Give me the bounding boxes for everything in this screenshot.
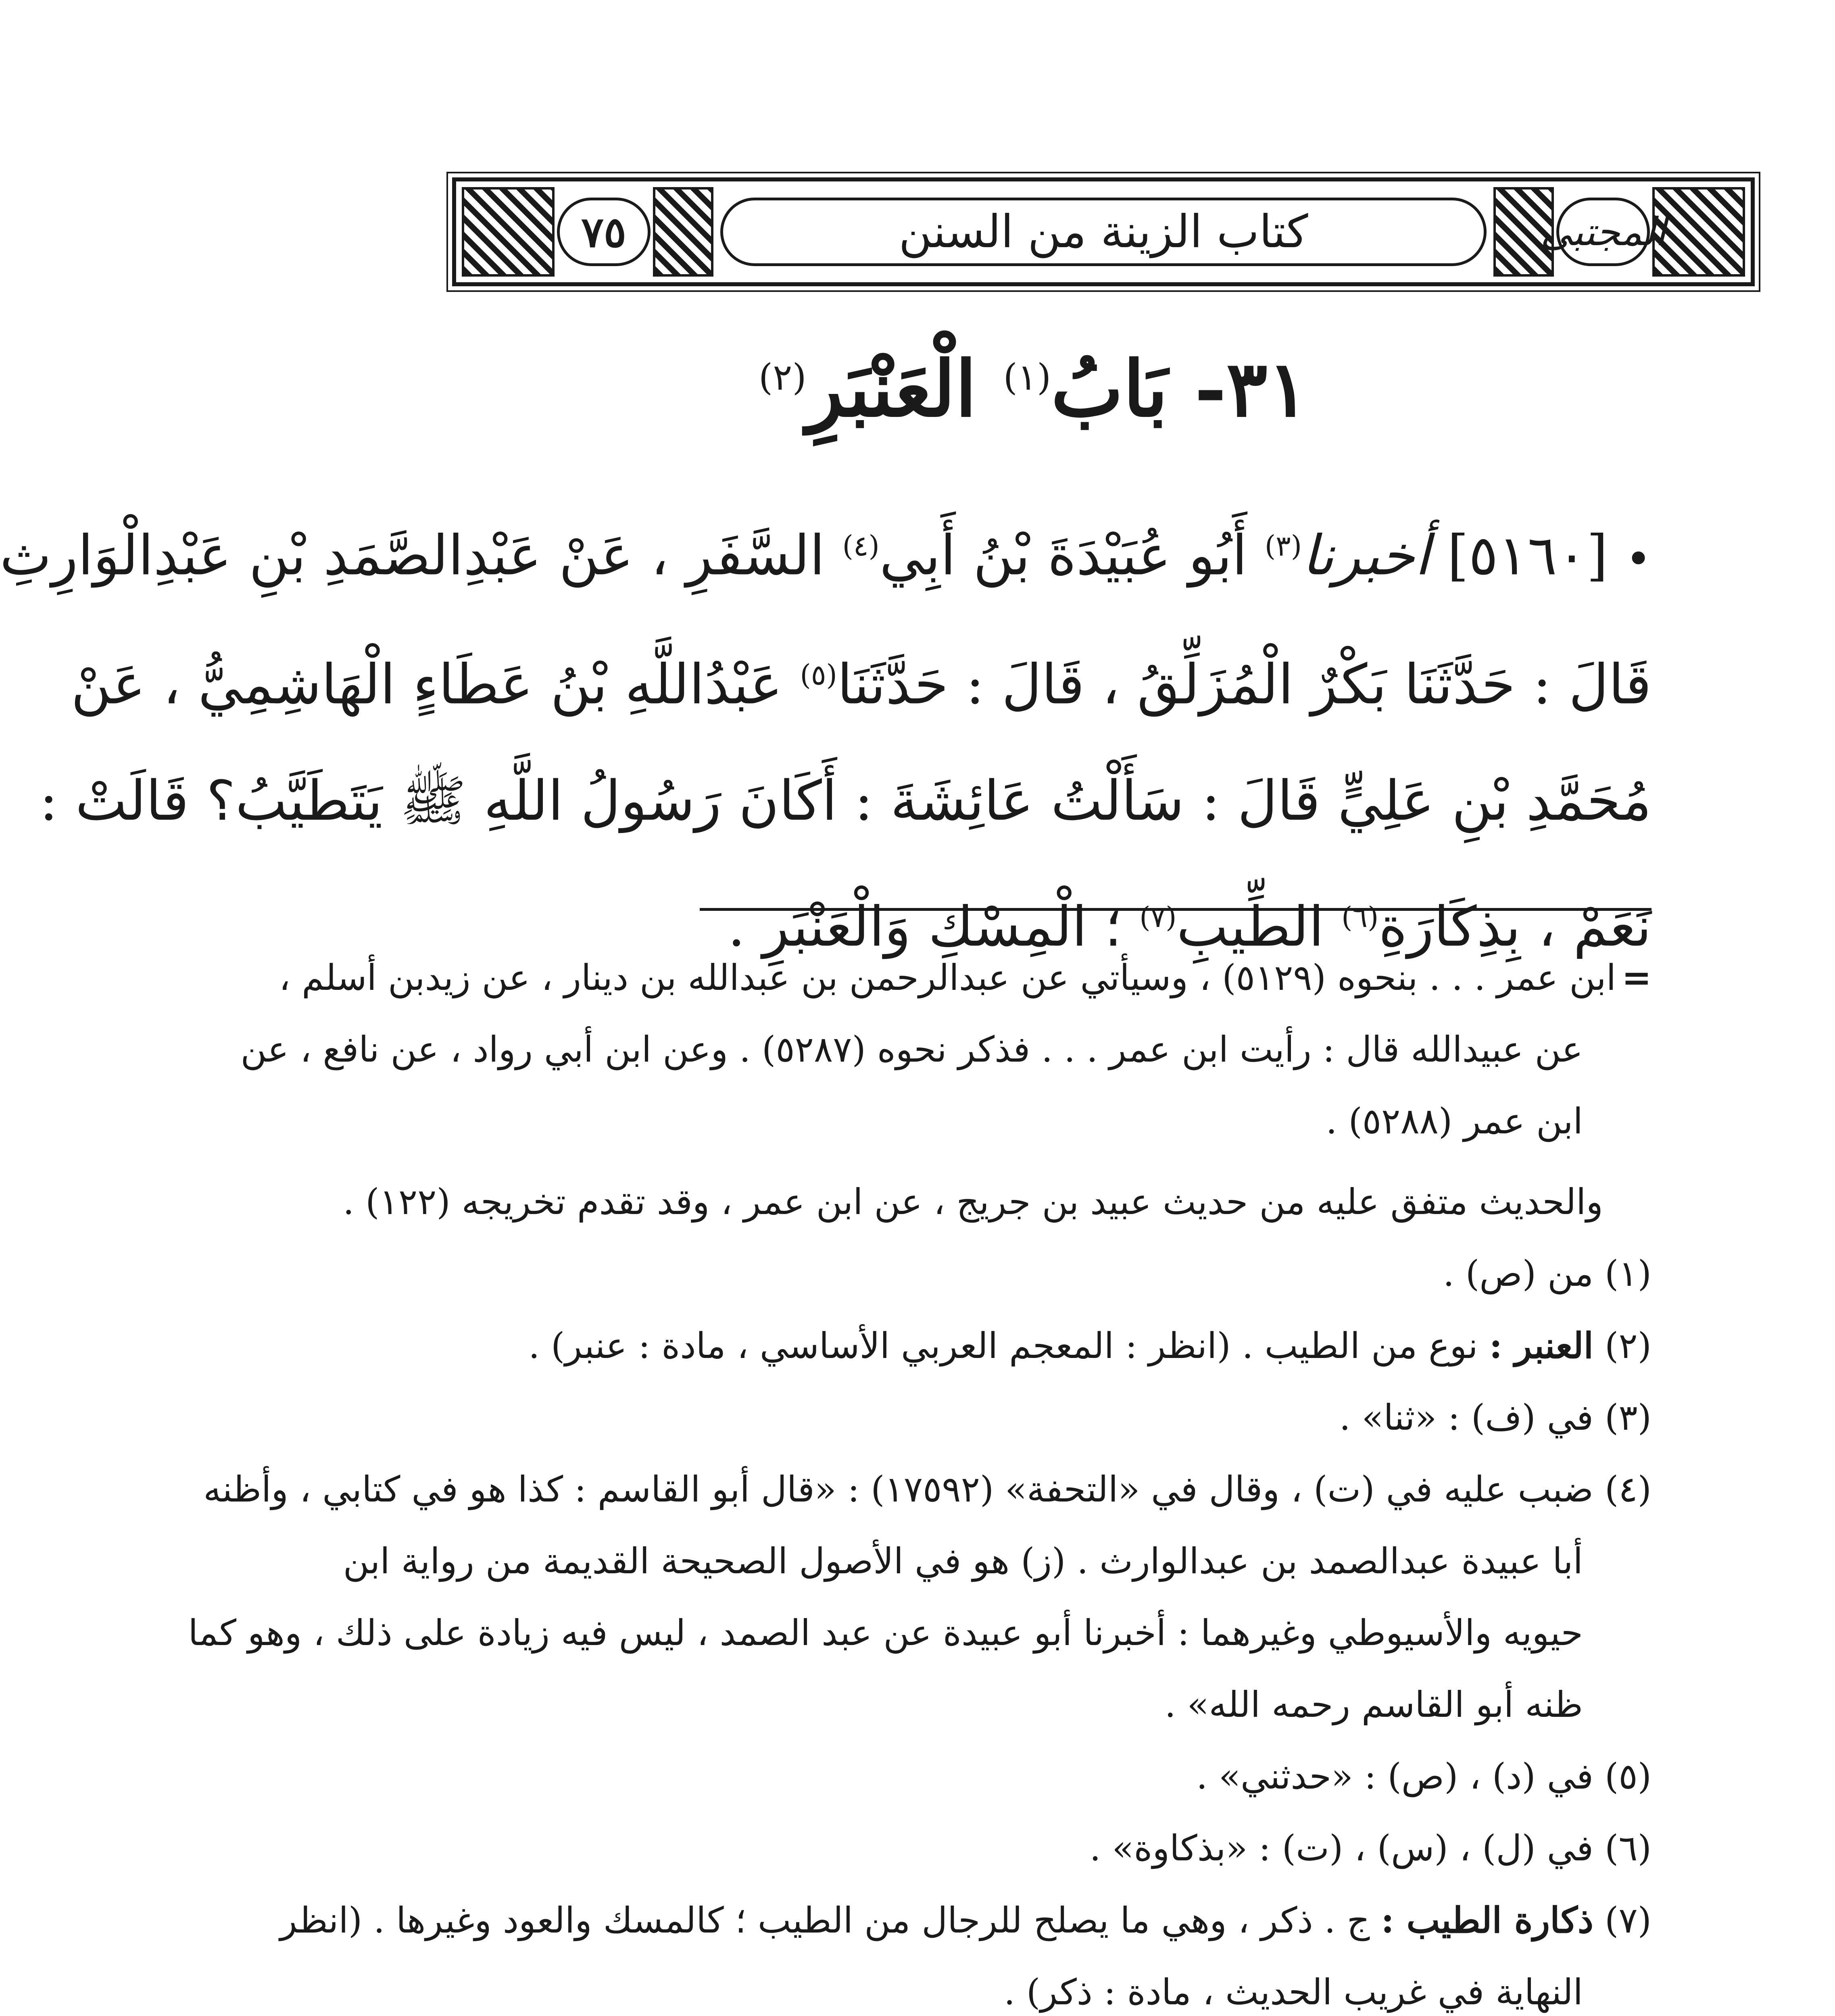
hadith-line	[71, 617, 1652, 743]
footnote-3: (٣) في (ف) : «ثنا» .	[1339, 1397, 1652, 1438]
footnote-4-cont: حيويه والأسيوطي وغيرهما : أخبرنا أبو عبيدة عن عبد الصمد ، ليس فيه زيادة على ذلك ، وهو كما	[188, 1612, 1583, 1654]
chapter-number: ٣١-	[1195, 344, 1309, 434]
footnote-ref: (٦)	[1341, 900, 1379, 934]
title-cartouche	[720, 198, 1487, 266]
footnote-text: نوع من الطيب . (انظر : المعجم العربي الأساسي ، مادة : عنبر) .	[528, 1325, 1478, 1366]
hadith-line	[0, 488, 1652, 617]
footnote-ref: (٣)	[1264, 529, 1302, 562]
hadith-line-part: عَبْدُاللَّهِ بْنُ عَطَاءٍ الْهَاشِمِيُّ ، عَنْ	[71, 653, 783, 717]
footnote-4-cont: ظنه أبو القاسم رحمه الله» .	[1164, 1684, 1583, 1725]
footnote-1: (١) من (ص) .	[1443, 1253, 1652, 1294]
footnote-ref: (٥)	[800, 658, 837, 692]
hadith-line-part: الطِّيبِ	[1176, 895, 1324, 959]
hadith-line-part: ؛ الْمِسْكِ وَالْعَنْبَرِ .	[728, 895, 1122, 959]
footnote-6: (٦) في (ل) ، (س) ، (ت) : «بذكاوة» .	[1089, 1827, 1652, 1869]
footnote-text: عن عبيدالله قال : رأيت ابن عمر . . . فذكر نحوه (٥٢٨٧) . وعن ابن أبي رواد ، عن نافع ، عن	[240, 1029, 1583, 1070]
header-ornament-inner-left	[653, 187, 713, 277]
footnote-term: ذكارة الطيب :	[1381, 1899, 1594, 1941]
chapter-heading	[232, 344, 1835, 434]
hadith-line	[39, 743, 1652, 859]
chapter-word: بَابُ	[1051, 344, 1168, 434]
page-number-cartouche	[557, 198, 651, 266]
footnote-text: ابن عمر (٥٢٨٨) .	[1326, 1100, 1583, 1142]
footnote-text: والحديث متفق عليه من حديث عبيد بن جريج ، عن ابن عمر ، وقد تقدم تخريجه (١٢٢) .	[343, 1181, 1603, 1223]
footnote-text: ج . ذكر ، وهي ما يصلح للرجال من الطيب ؛ كالمسك والعود وغيرها . (انظر	[280, 1899, 1370, 1941]
header-ornament-right	[1652, 187, 1745, 277]
footnote-ref: (٧)	[1139, 900, 1177, 934]
footnote-term: العنبر :	[1489, 1325, 1594, 1366]
footnote-text: ابن عمر . . . بنحوه (٥١٢٩) ، وسيأتي عن عبدالرحمن بن عبدالله بن دينار ، عن زيدبن أسلم ،	[279, 957, 1616, 998]
footnote-7-cont: النهاية في غريب الحديث ، مادة : ذكر) .	[1004, 1971, 1583, 2013]
hadith-line-part: نَعَمْ ، بِذِكَارَةِ	[1378, 895, 1652, 959]
brand-cartouche	[1540, 198, 1666, 266]
hadith-line-part: أَبُو عُبَيْدَةَ بْنُ أَبِي	[879, 524, 1247, 588]
chapter-ref-2: (٢)	[759, 356, 807, 399]
footnote-ref: (٤)	[842, 529, 880, 562]
footnote-divider	[700, 908, 1652, 911]
footnote-number: (٢)	[1605, 1325, 1652, 1366]
running-title: كتاب الزينة من السنن	[899, 206, 1308, 258]
hadith-line-part: قَالَ : حَدَّثَنَا بَكْرٌ الْمُزَلِّقُ ، قَالَ : حَدَّثَنَا	[837, 653, 1652, 717]
hadith-line-part: السَّفَرِ ، عَنْ عَبْدِالصَّمَدِ بْنِ عَبْدِالْوَارِثِ	[0, 524, 825, 588]
bullet-icon: •	[1625, 533, 1652, 585]
hadith-number: [٥١٦٠]	[1447, 524, 1608, 588]
footnote-4-cont: أبا عبيدة عبدالصمد بن عبدالوارث . (ز) هو في الأصول الصحيحة القديمة من رواية ابن	[343, 1540, 1583, 1582]
page-header	[452, 177, 1755, 286]
chapter-subject: الْعَنْبَرِ	[806, 344, 977, 434]
footnote-2	[416, 1310, 1652, 1382]
footnote-number: (٧)	[1605, 1899, 1652, 1941]
chapter-ref-1: (١)	[1003, 356, 1051, 399]
footnote-7	[280, 1884, 1652, 1956]
footnote-4: (٤) ضبب عليه في (ت) ، وقال في «التحفة» (١٧٥٩٢) : «قال أبو القاسم : كذا هو في كتابي ، وأظنه	[203, 1468, 1652, 1510]
continuation-mark: =	[1622, 956, 1652, 998]
brand-logo-text: المجتبى	[1540, 209, 1666, 254]
footnote-continuation	[279, 941, 1652, 1014]
hadith-line-part: مُحَمَّدِ بْنِ عَلِيٍّ قَالَ : سَأَلْتُ عَائِشَةَ : أَكَانَ رَسُولُ اللَّهِ ﷺ يَتَطَيَّبُ؟ قَالَتْ :	[39, 769, 1652, 833]
footnote-5: (٥) في (د) ، (ص) : «حدثني» .	[1196, 1756, 1652, 1797]
footnotes	[188, 941, 1652, 2016]
hadith-line-part: أخبرنا	[1302, 524, 1430, 588]
page-number: ٧٥	[581, 207, 626, 257]
header-ornament-left	[462, 187, 555, 277]
